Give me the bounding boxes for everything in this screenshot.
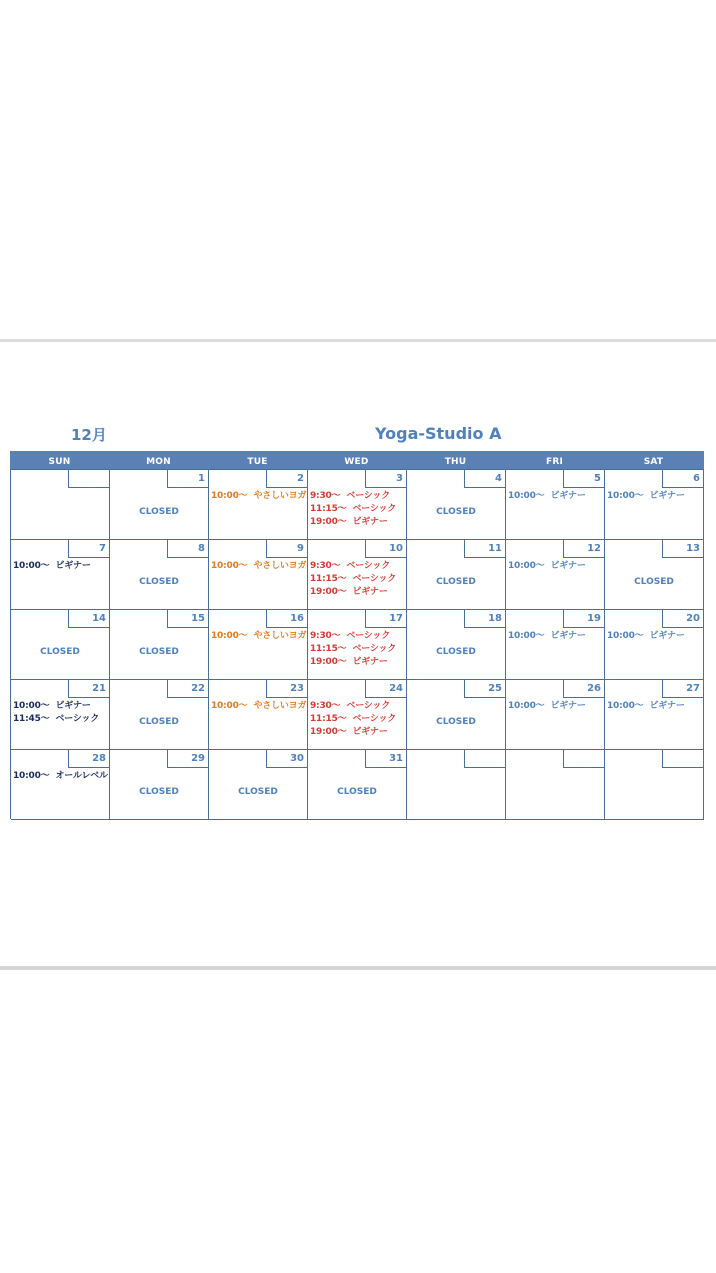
class-name: やさしいヨガ [253,491,307,501]
day-number: 20 [686,613,700,624]
day-cell [506,540,605,610]
day-number: 12 [587,543,601,554]
class-entry [211,630,307,643]
day-number: 26 [587,683,601,694]
day-number-box [266,470,308,488]
day-cell [506,750,605,820]
day-cell [605,540,704,610]
class-list [508,700,604,713]
day-number: 8 [198,543,205,554]
class-time: 9:30〜 [310,561,341,571]
class-entry [310,713,406,726]
class-time: 10:00〜 [13,771,50,781]
day-number: 19 [587,613,601,624]
day-number-box [167,540,209,558]
class-list [13,700,109,726]
class-name: ビギナー [352,587,388,597]
day-cell [407,610,506,680]
class-list [211,560,307,573]
day-number: 7 [99,543,106,554]
weekday-sat: SAT [643,457,664,467]
class-time: 10:00〜 [508,491,545,501]
day-cell [308,680,407,750]
class-entry [310,503,406,516]
day-number: 2 [297,473,304,484]
closed-label: CLOSED [139,717,179,727]
day-cell [11,470,110,540]
day-number: 3 [396,473,403,484]
day-number: 23 [290,683,304,694]
closed-label: CLOSED [40,647,80,657]
class-time: 10:00〜 [607,491,644,501]
day-number-box [68,540,110,558]
day-cell [407,750,506,820]
closed-label: CLOSED [337,787,377,797]
weekday-mon: MON [146,457,171,467]
closed-label: CLOSED [436,507,476,517]
day-number-box [563,750,605,768]
class-entry [13,560,109,573]
day-number-box [464,540,506,558]
class-name: ビギナー [649,631,685,641]
class-entry [310,573,406,586]
class-time: 10:00〜 [13,561,50,571]
day-cell [11,540,110,610]
class-time: 11:15〜 [310,504,347,514]
class-entry [508,560,604,573]
day-number: 22 [191,683,205,694]
class-entry [310,490,406,503]
class-name: オールレベル [55,771,108,781]
day-number-box [266,750,308,768]
class-entry [310,700,406,713]
class-time: 10:00〜 [508,701,545,711]
class-list [508,560,604,573]
day-number-box [662,680,704,698]
day-number-box [266,680,308,698]
class-time: 11:15〜 [310,644,347,654]
day-number: 30 [290,753,304,764]
weekday-sun: SUN [48,457,71,467]
class-time: 10:00〜 [211,561,248,571]
day-number-box [68,470,110,488]
day-number-box [662,540,704,558]
day-cell [11,750,110,820]
class-list [310,700,406,739]
class-time: 9:30〜 [310,631,341,641]
studio-title: Yoga-Studio A [375,424,502,443]
class-time: 11:45〜 [13,714,50,724]
day-cell [605,750,704,820]
class-name: やさしいヨガ [253,561,307,571]
day-number-box [563,540,605,558]
day-cell [209,610,308,680]
day-number-box [167,680,209,698]
day-number: 21 [92,683,106,694]
day-cell [11,680,110,750]
class-entry [508,490,604,503]
closed-label: CLOSED [139,647,179,657]
day-number: 18 [488,613,502,624]
day-number: 14 [92,613,106,624]
day-cell [209,750,308,820]
bottom-divider [0,966,716,970]
day-number-box [464,680,506,698]
day-number: 10 [389,543,403,554]
day-number-box [464,470,506,488]
closed-label: CLOSED [436,577,476,587]
day-cell [209,540,308,610]
class-entry [607,630,703,643]
class-list [508,630,604,643]
class-name: ベーシック [352,714,397,724]
day-number-box [365,750,407,768]
calendar-grid [10,469,704,819]
class-name: ベーシック [352,574,397,584]
day-number-box [167,610,209,628]
class-list [310,560,406,599]
day-number-box [662,470,704,488]
class-list [310,490,406,529]
weekday-tue: TUE [247,457,268,467]
day-number: 28 [92,753,106,764]
class-entry [211,490,307,503]
class-list [607,490,703,503]
closed-label: CLOSED [238,787,278,797]
day-number: 25 [488,683,502,694]
class-list [211,490,307,503]
day-number: 29 [191,753,205,764]
class-name: ビギナー [550,491,586,501]
day-number: 4 [495,473,502,484]
class-time: 10:00〜 [508,631,545,641]
closed-label: CLOSED [139,507,179,517]
day-number-box [662,750,704,768]
class-name: ビギナー [55,561,91,571]
day-number-box [365,470,407,488]
class-time: 9:30〜 [310,491,341,501]
day-number: 15 [191,613,205,624]
day-number: 17 [389,613,403,624]
day-number: 13 [686,543,700,554]
day-cell [110,540,209,610]
day-number-box [68,680,110,698]
weekday-header [10,451,704,469]
class-entry [607,490,703,503]
day-cell [407,470,506,540]
class-name: やさしいヨガ [253,701,307,711]
class-name: ビギナー [649,701,685,711]
class-entry [13,713,109,726]
day-number-box [266,610,308,628]
closed-label: CLOSED [139,787,179,797]
day-cell [11,610,110,680]
day-cell [506,470,605,540]
day-number: 31 [389,753,403,764]
day-number-box [365,540,407,558]
day-number: 27 [686,683,700,694]
day-cell [308,470,407,540]
day-cell [110,750,209,820]
class-name: ビギナー [55,701,91,711]
class-time: 10:00〜 [508,561,545,571]
class-entry [310,560,406,573]
day-number: 11 [488,543,502,554]
day-number-box [68,610,110,628]
class-time: 10:00〜 [607,701,644,711]
day-cell [506,610,605,680]
day-cell [407,540,506,610]
class-name: ベーシック [346,631,391,641]
day-number: 9 [297,543,304,554]
class-entry [310,516,406,529]
class-time: 10:00〜 [211,631,248,641]
day-number: 6 [693,473,700,484]
weekday-fri: FRI [545,457,564,467]
class-list [13,770,109,783]
class-name: やさしいヨガ [253,631,307,641]
day-cell [209,680,308,750]
day-cell [308,750,407,820]
class-name: ビギナー [550,631,586,641]
class-name: ビギナー [550,561,586,571]
class-entry [508,700,604,713]
class-name: ビギナー [550,701,586,711]
day-cell [605,470,704,540]
class-name: ビギナー [649,491,685,501]
class-time: 19:00〜 [310,657,347,667]
top-divider [0,339,716,342]
class-entry [13,700,109,713]
weekday-wed: WED [344,457,369,467]
day-number-box [266,540,308,558]
closed-label: CLOSED [139,577,179,587]
day-number-box [563,470,605,488]
day-number-box [167,750,209,768]
class-name: ビギナー [352,727,388,737]
class-time: 11:15〜 [310,714,347,724]
class-time: 9:30〜 [310,701,341,711]
day-number-box [68,750,110,768]
day-number-box [563,680,605,698]
closed-label: CLOSED [436,717,476,727]
class-list [13,560,109,573]
class-entry [508,630,604,643]
day-number: 5 [594,473,601,484]
weekday-thu: THU [444,457,467,467]
class-entry [211,700,307,713]
class-time: 19:00〜 [310,727,347,737]
class-list [310,630,406,669]
class-list [508,490,604,503]
day-cell [605,680,704,750]
class-list [211,700,307,713]
day-number-box [365,610,407,628]
day-number-box [365,680,407,698]
closed-label: CLOSED [436,647,476,657]
class-entry [310,656,406,669]
day-cell [209,470,308,540]
day-number-box [464,750,506,768]
class-time: 10:00〜 [607,631,644,641]
month-label: 12月 [71,426,107,444]
day-cell [407,680,506,750]
day-cell [506,680,605,750]
day-number: 24 [389,683,403,694]
class-entry [310,726,406,739]
day-number-box [662,610,704,628]
day-number-box [563,610,605,628]
day-number-box [464,610,506,628]
day-cell [110,470,209,540]
class-time: 11:15〜 [310,574,347,584]
class-entry [310,586,406,599]
day-number: 1 [198,473,205,484]
class-entry [13,770,109,783]
day-cell [110,680,209,750]
class-name: ベーシック [346,491,391,501]
closed-label: CLOSED [634,577,674,587]
class-name: ビギナー [352,657,388,667]
class-list [607,700,703,713]
class-name: ベーシック [352,504,397,514]
day-cell [308,540,407,610]
day-cell [605,610,704,680]
class-name: ベーシック [55,714,100,724]
class-entry [607,700,703,713]
day-number-box [167,470,209,488]
class-entry [310,630,406,643]
class-time: 19:00〜 [310,587,347,597]
class-time: 10:00〜 [13,701,50,711]
class-list [211,630,307,643]
class-list [607,630,703,643]
class-name: ベーシック [346,701,391,711]
day-cell [308,610,407,680]
class-name: ビギナー [352,517,388,527]
class-time: 19:00〜 [310,517,347,527]
class-name: ベーシック [346,561,391,571]
class-name: ベーシック [352,644,397,654]
class-time: 10:00〜 [211,701,248,711]
class-time: 10:00〜 [211,491,248,501]
day-cell [110,610,209,680]
class-entry [211,560,307,573]
day-number: 16 [290,613,304,624]
class-entry [310,643,406,656]
